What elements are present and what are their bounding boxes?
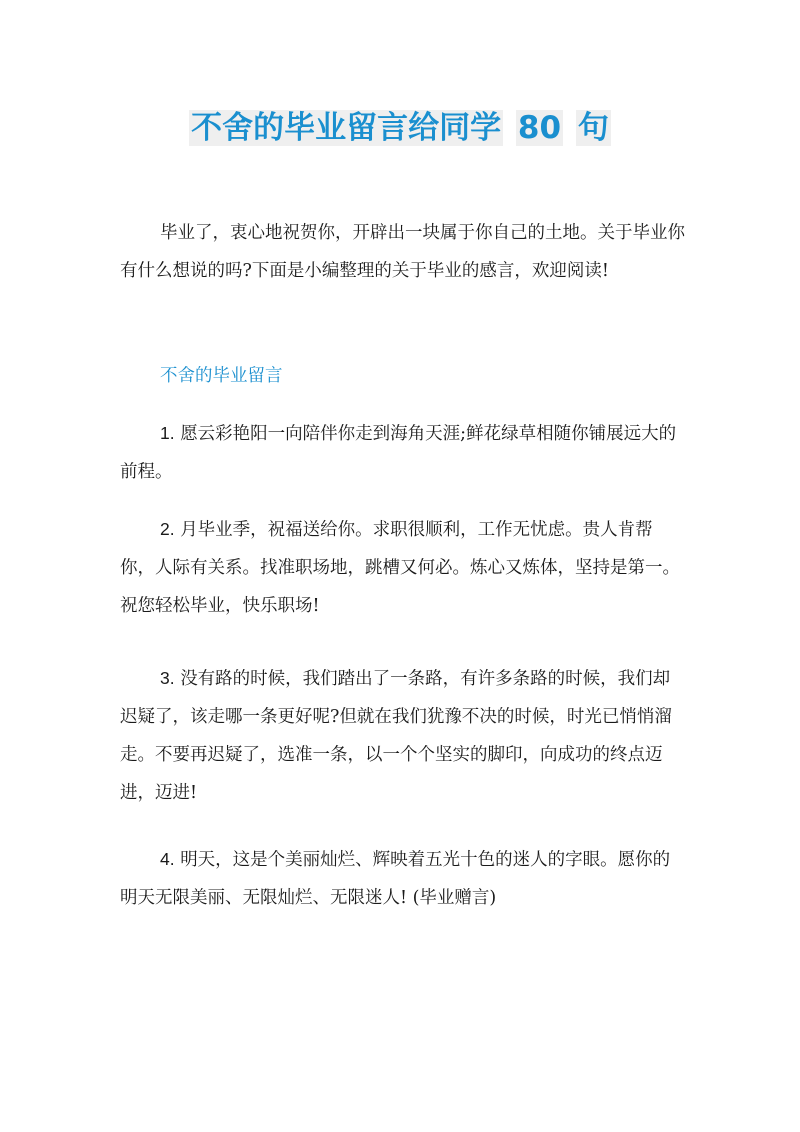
item-text: 月毕业季，祝福送给你。求职很顺利，工作无忧虑。贵人肯帮你，人际有关系。找准职场地，跳槽又何必。炼心又炼体，坚持是第一。祝您轻松毕业，快乐职场! bbox=[120, 520, 680, 616]
item-text: 愿云彩艳阳一向陪伴你走到海角天涯;鲜花绿草相随你铺展远大的前程。 bbox=[120, 424, 677, 482]
list-item bbox=[120, 840, 685, 917]
list-item bbox=[120, 414, 685, 491]
page-title bbox=[0, 106, 800, 150]
item-number: 2. bbox=[160, 519, 175, 539]
item-text: 没有路的时候，我们踏出了一条路，有许多条路的时候，我们却迟疑了，该走哪一条更好呢?但就在我们犹豫不决的时候，时光已悄悄溜走。不要再迟疑了，选准一条，以一个个坚实的脚印，向成功的终点迈进，迈进! bbox=[120, 669, 672, 803]
title-suffix: 句 bbox=[577, 110, 609, 146]
title-number: 80 bbox=[517, 110, 562, 146]
item-text: 明天，这是个美丽灿烂、辉映着五光十色的迷人的字眼。愿你的明天无限美丽、无限灿烂、无限迷人! (毕业赠言) bbox=[120, 850, 671, 908]
item-number: 1. bbox=[160, 423, 175, 443]
list-item bbox=[120, 510, 685, 625]
item-number: 4. bbox=[160, 849, 175, 869]
item-number: 3. bbox=[160, 668, 175, 688]
intro-paragraph: 毕业了，衷心地祝贺你，开辟出一块属于你自己的土地。关于毕业你有什么想说的吗?下面是小编整理的关于毕业的感言，欢迎阅读! bbox=[120, 223, 685, 281]
title-text: 不舍的毕业留言给同学 bbox=[191, 110, 502, 146]
list-item bbox=[120, 659, 685, 812]
section-heading: 不舍的毕业留言 bbox=[160, 366, 283, 386]
